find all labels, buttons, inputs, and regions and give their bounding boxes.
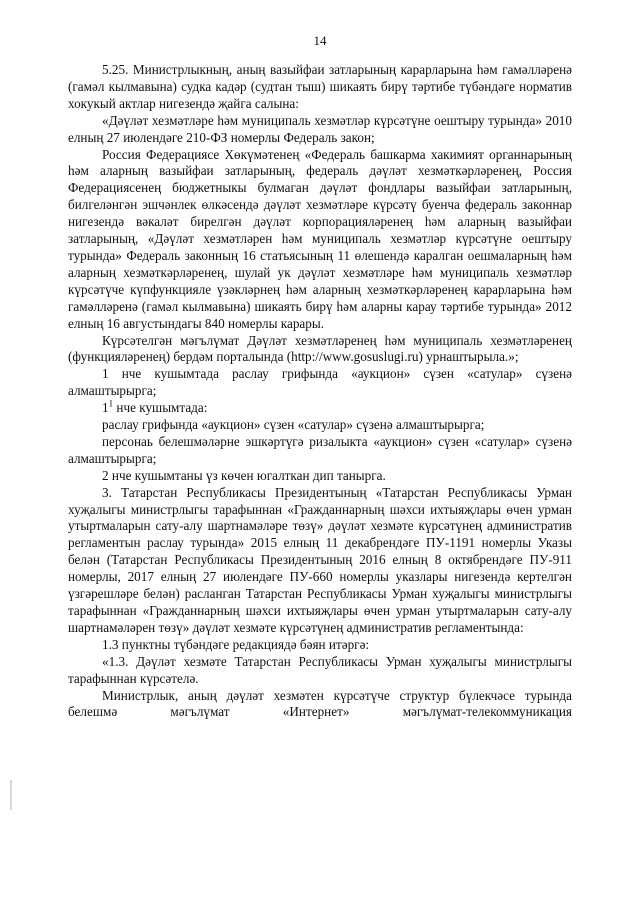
paragraph-appendix-1-1: [68, 400, 572, 417]
document-body: [68, 62, 572, 721]
page-number: 14: [313, 33, 327, 48]
paragraph-clause-1-3-intro: 1.3 пунктны түбәндәге редакциядә бәян итәргә:: [102, 636, 370, 652]
appendix-number: 1: [102, 400, 109, 416]
paragraph-personal-data-consent: персонаь белешмәләрне эшкәртүгә ризалыкта «аукцион» сүзен «сатулар» сүзенә алмаштырырга;: [68, 433, 572, 466]
appendix-superscript: 1: [108, 398, 114, 409]
paragraph-appendix-2-void: 2 нче кушымтаны үз көчен югалткан дип танырга.: [102, 467, 386, 483]
paragraph-approval-stamp: раслау грифында «аукцион» сүзен «сатулар» сүзенә алмаштырырга;: [102, 417, 485, 433]
appendix-heading-text: нче кушымтада:: [113, 400, 208, 416]
scan-edge-mark: [10, 780, 12, 810]
paragraph-ministry-info: Министрлык, аның дәүләт хезмәтен күрсәтүче структур бүлекчәсе турында белешмә мәгълүмат «Интернет» мәгълүмат-телекоммуникация: [68, 687, 572, 720]
paragraph-law-210-fz: «Дәүләт хезмәтләре һәм муниципаль хезмәтләр күрсәтүне оештыру турында» 2010 елның 27 июлендәге 210-ФЗ номерлы Федераль закон;: [68, 112, 572, 145]
paragraph-5-25: 5.25. Министрлыкның, аның вазыйфаи затларының карарларына һәм гамәлләренә (гамәл кылмавына) судка кадәр (судтан тыш) шикаять бирү тәртибе түбәндәге норматив хокукый актлар нигезендә җайга салына:: [68, 62, 572, 111]
paragraph-portal-info: Күрсәтелгән мәгълүмат Дәүләт хезмәтләренең һәм муниципаль хезмәтләренең (функцияләренең) бердәм порталында (http://www.gosuslugi.ru) урнаштырыла.»;: [68, 332, 572, 365]
paragraph-clause-1-3: «1.3. Дәүләт хезмәте Татарстан Республикасы Урман хуҗалыгы министрлыгы тарафыннан күрсәтелә.: [68, 653, 572, 686]
paragraph-3-decree: 3. Татарстан Республикасы Президентының «Татарстан Республикасы Урман хуҗалыгы министрлыгы тарафыннан «Гражданнарның шәхси ихтыяҗлары өчен урман утыртмаларын сату-алу шартнамәләре төзү» дәүләт хезмәте күрсәтүнең административ регламентын раслау турында» 2015 елның 11 декабрендәге ПУ-1191 номерлы Указы белән (Татарстан Республикасы Президентының 2016 елның 8 октябрендәге ПУ-911 номерлы, 2017 елның 27 июлендәге ПУ-660 номерлы указлары нигезендә кертелгән үзгәрешләре белән) расланган Татарстан Республикасы Урман хуҗалыгы министрлыгы тарафыннан «Гражданнарның шәхси ихтыяҗлары өчен урман утыртмаларын сату-алу шартнамәләрен төзү» дәүләт хезмәте күрсәтүнең административ регламентында:: [68, 484, 572, 635]
paragraph-government-resolution-840: Россия Федерациясе Хөкүмәтенең «Федераль башкарма хакимият органнарының һәм аларның вазыйфаи затларының, федераль дәүләт хезмәткәрләренең, Россия Федерациясенең бюджетныкы булмаган дәүләт фондлары вазыйфаи затларының, билгеләнгән эшчәнлек өлкәсендә дәүләт хезмәтләре күрсәтү буенча федераль законнар нигезендә вәкаләт бирелгән дәүләт корпорацияләренең һәм аларның вазыйфаи затларының, «Дәүләт хезмәтләрен һәм муниципаль хезмәтләр күрсәтүне оештыру турында» Федераль законның 16 статьясының 11 өлешендә каралган оешмаларның һәм аларның хезмәткәрләренең, шулай ук дәүләт хезмәтләре һәм муниципаль хезмәтләр күрсәтүче күпфункцияле үзәкләрнең һәм аларның хезмәткәрләренең карарларына һәм гамәлләренә (гамәл кылмавына) шикаять бирү һәм аларны карау тәртибе турында» 2012 елның 16 августындагы 840 номерлы карары.: [68, 146, 572, 331]
paragraph-appendix-1: 1 нче кушымтада раслау грифында «аукцион» сүзен «сатулар» сүзенә алмаштырырга;: [68, 366, 572, 399]
